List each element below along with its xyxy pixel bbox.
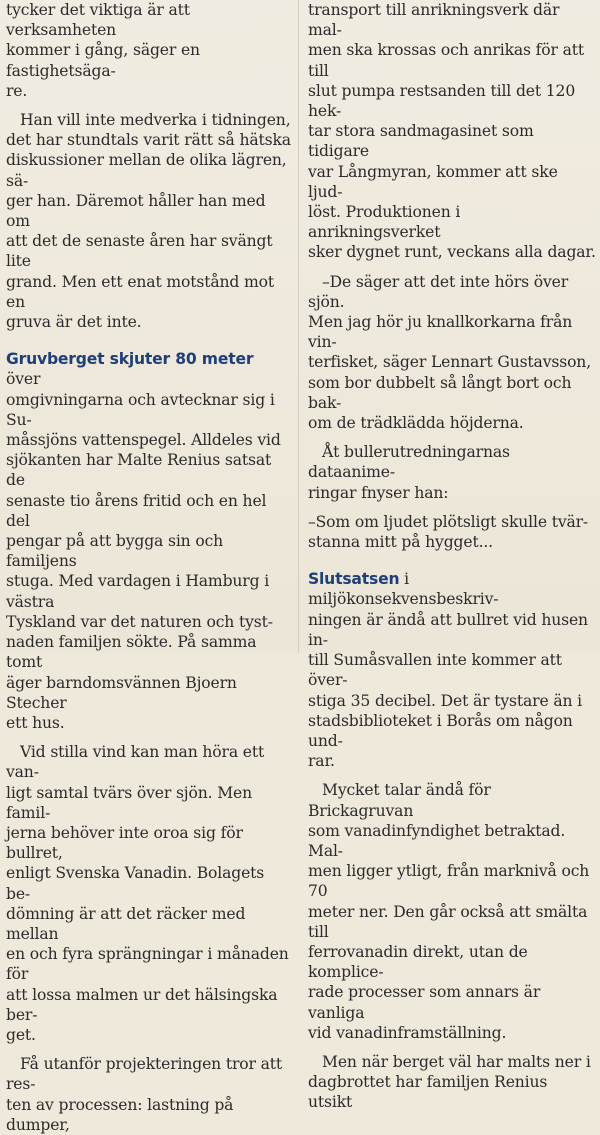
text-line: stuga. Med vardagen i Hamburg i västra bbox=[6, 572, 270, 611]
text-line: att det de senaste åren har svängt lite bbox=[6, 232, 273, 271]
text-line: det har stundtals varit rätt så hätska bbox=[6, 131, 291, 150]
text-line: Men jag hör ju knallkorkarna från vin- bbox=[308, 313, 573, 352]
text-line: sker dygnet runt, veckans alla dagar. bbox=[308, 243, 596, 262]
text-line: ten av processen: lastning på dumper, bbox=[6, 1095, 234, 1134]
text-line: jerna behöver inte oroa sig för bullret, bbox=[6, 823, 243, 863]
paragraph bbox=[6, 742, 292, 1045]
text-line: löst. Produktionen i anrikningsverket bbox=[308, 203, 461, 242]
quote-paragraph bbox=[308, 272, 596, 434]
paragraph bbox=[6, 110, 292, 332]
text-line: måssjöns vattenspegel. Alldeles vid bbox=[6, 431, 281, 450]
text-line: terfisket, säger Lennart Gustavsson, bbox=[308, 353, 592, 372]
text-line: ferrovanadin direkt, utan de komplice- bbox=[308, 942, 528, 982]
quote-paragraph bbox=[308, 512, 596, 552]
text-line: var Långmyran, kommer att ske ljud- bbox=[308, 162, 558, 201]
text-line: tycker det viktiga är att verksamheten bbox=[6, 1, 190, 40]
text-line: ningen är ändå att bullret vid husen in- bbox=[308, 610, 588, 649]
text-line: äger barndomsvännen Bjoern Stecher bbox=[6, 673, 237, 712]
text-line: Mycket talar ändå för Brickagruvan bbox=[308, 781, 491, 820]
text-line: tar stora sandmagasinet som tidigare bbox=[308, 122, 534, 161]
text-line: dagbrottet har familjen Renius utsikt bbox=[308, 1073, 548, 1112]
paragraph bbox=[6, 0, 292, 101]
text-line: sjökanten har Malte Renius satsat de bbox=[6, 451, 272, 490]
text-line: ger han. Däremot håller han med om bbox=[6, 191, 266, 231]
text-line: men ska krossas och anrikas för att till bbox=[308, 41, 585, 80]
text-line: get. bbox=[6, 1025, 36, 1044]
text-line: Få utanför projekteringen tror att res- bbox=[6, 1055, 283, 1094]
text-line: i miljökonsekvensbeskriv- bbox=[308, 570, 499, 609]
text-line: omgivningarna och avtecknar sig i Su- bbox=[6, 390, 275, 429]
text-line: men ligger ytligt, från marknivå och 70 bbox=[308, 862, 590, 901]
text-line: att lossa malmen ur det hälsingska ber- bbox=[6, 985, 278, 1024]
paragraph-lead: Slutsatsen bbox=[308, 570, 400, 589]
text-line: slut pumpa restsanden till det 120 hek- bbox=[308, 81, 576, 121]
text-line: transport till anrikningsverk där mal- bbox=[308, 1, 560, 40]
text-line: till Sumåsvallen inte kommer att över- bbox=[308, 651, 562, 690]
text-line: gruva är det inte. bbox=[6, 313, 142, 332]
text-line: som bor dubbelt så långt bort och bak- bbox=[308, 373, 572, 412]
text-line: stadsbiblioteket i Borås om någon und- bbox=[308, 711, 573, 750]
text-line: ligt samtal tvärs över sjön. Men famil- bbox=[6, 783, 253, 822]
paragraph bbox=[308, 780, 596, 1043]
text-line: en och fyra sprängningar i månaden för bbox=[6, 945, 289, 984]
text-line: rade processer som annars är vanliga bbox=[308, 983, 541, 1022]
text-line: ringar fnyser han: bbox=[308, 483, 449, 502]
text-line: stanna mitt på hygget... bbox=[308, 533, 493, 552]
text-line: –Som om ljudet plötsligt skulle tvär- bbox=[308, 512, 589, 531]
text-line: Vid stilla vind kan man höra ett van- bbox=[6, 743, 265, 782]
text-line: dömning är att det räcker med mellan bbox=[6, 904, 246, 943]
text-line: diskussioner mellan de olika lägren, sä- bbox=[6, 151, 287, 190]
text-line: vid vanadinframställning. bbox=[308, 1023, 507, 1042]
text-line: rar. bbox=[308, 752, 335, 771]
text-line: –De säger att det inte hörs över sjön. bbox=[308, 272, 569, 311]
text-line: enligt Svenska Vanadin. Bolagets be- bbox=[6, 864, 265, 903]
text-line: grand. Men ett enat motstånd mot en bbox=[6, 272, 275, 311]
text-line: pengar på att bygga sin och familjens bbox=[6, 532, 224, 571]
article-column-left bbox=[6, 0, 292, 1135]
text-line: som vanadinfyndighet betraktad. Mal- bbox=[308, 821, 566, 860]
text-line: meter ner. Den går också att smälta till bbox=[308, 902, 588, 941]
text-line: Tyskland var det naturen och tyst- bbox=[6, 612, 273, 631]
paragraph bbox=[308, 0, 596, 263]
paragraph bbox=[308, 1052, 596, 1113]
text-line: Han vill inte medverka i tidningen, bbox=[20, 111, 291, 130]
paragraph bbox=[6, 1054, 292, 1135]
text-line: ett hus. bbox=[6, 713, 65, 732]
text-line: senaste tio årens fritid och en hel del bbox=[6, 491, 267, 530]
paragraph-body bbox=[308, 570, 588, 770]
paragraph-lead: Gruvberget skjuter 80 meter bbox=[6, 350, 254, 369]
text-line: om de trädklädda höjderna. bbox=[308, 414, 524, 433]
article-column-right bbox=[308, 0, 596, 1113]
text-line: naden familjen sökte. På samma tomt bbox=[6, 633, 257, 672]
text-line: över bbox=[6, 370, 41, 389]
paragraph bbox=[308, 442, 596, 503]
paragraph-body bbox=[6, 370, 281, 731]
column-divider bbox=[298, 0, 299, 653]
text-line: re. bbox=[6, 81, 28, 100]
text-line: kommer i gång, säger en fastighetsäga- bbox=[6, 41, 200, 80]
text-line: stiga 35 decibel. Det är tystare än i bbox=[308, 691, 583, 710]
paragraph-with-lead bbox=[308, 569, 596, 771]
paragraph-with-lead bbox=[6, 349, 292, 733]
text-line: Men när berget väl har malts ner i bbox=[322, 1052, 591, 1071]
text-line: Åt bullerutredningarnas dataanime- bbox=[308, 443, 510, 482]
